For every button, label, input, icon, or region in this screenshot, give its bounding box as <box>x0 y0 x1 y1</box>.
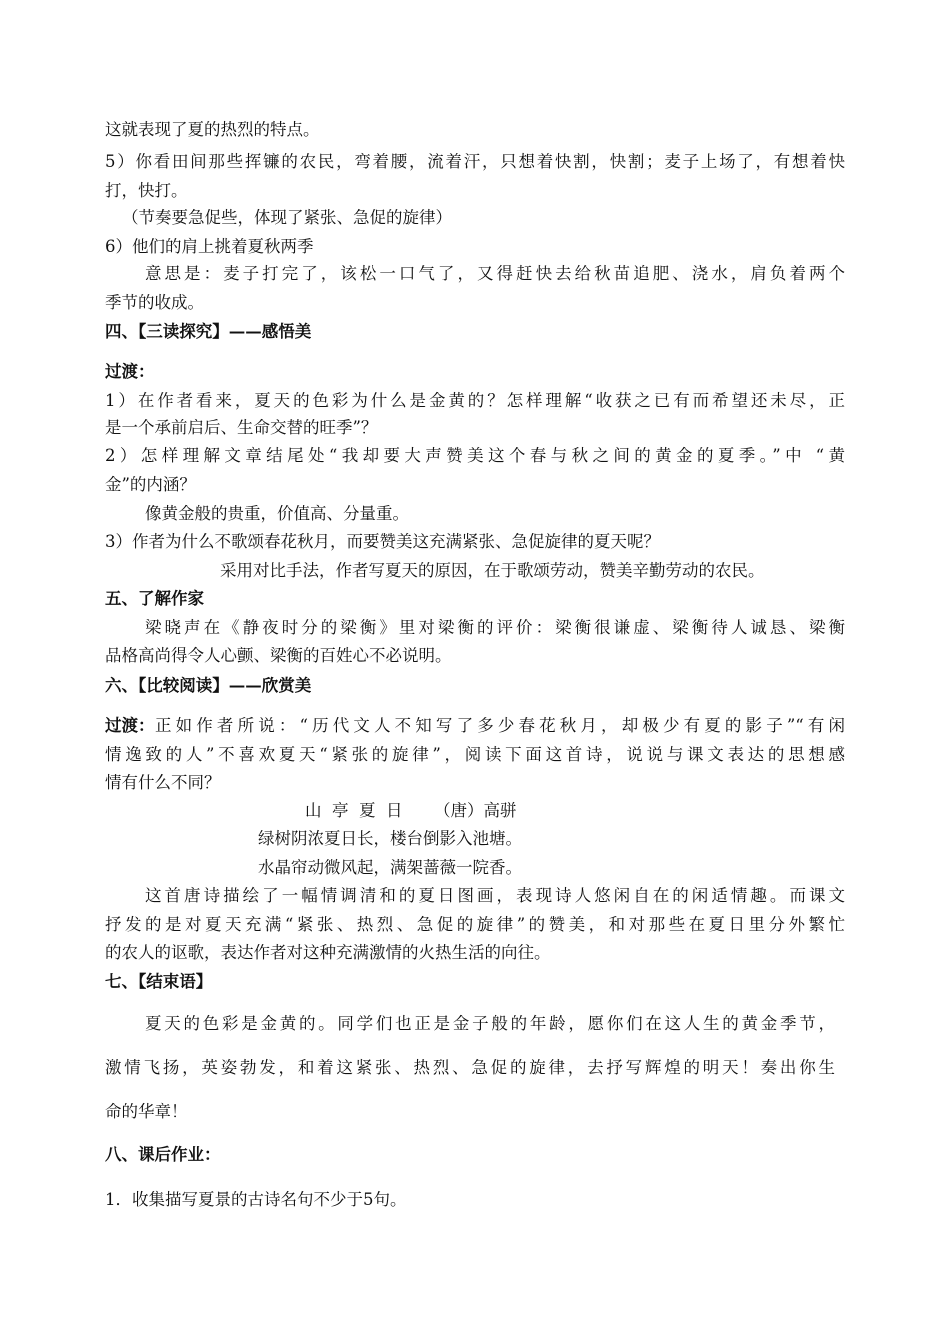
text-line: 梁晓声在《静夜时分的梁衡》里对梁衡的评价：梁衡很谦虚、梁衡待人诚恳、梁衡 <box>145 618 845 637</box>
text-line: 1．收集描写夏景的古诗名句不少于5句。 <box>105 1190 407 1209</box>
text-line: 情有什么不同？ <box>105 773 221 792</box>
transition-label: 过渡： <box>105 362 155 381</box>
text-line: 采用对比手法，作者写夏天的原因，在于歌颂劳动，赞美辛勤劳动的农民。 <box>220 561 765 580</box>
text-line: 抒发的是对夏天充满“紧张、热烈、急促的旋律”的赞美，和对那些在夏日里分外繁忙 <box>105 915 845 934</box>
text-line: 是一个承前启后、生命交替的旺季”？ <box>105 418 378 437</box>
section-heading: 七、【结束语】 <box>105 972 213 991</box>
text-line: 6）他们的肩上挑着夏秋两季 <box>105 237 314 256</box>
text-line: 的农人的讴歌，表达作者对这种充满激情的火热生活的向往。 <box>105 943 551 962</box>
section-heading: 八、课后作业： <box>105 1145 221 1164</box>
text-line: 命的华章！ <box>105 1102 188 1121</box>
transition-label: 过渡： <box>105 716 155 735</box>
poem-line: 水晶帘动微风起，满架蔷薇一院香。 <box>258 858 522 877</box>
text-line: 情逸致的人”不喜欢夏天“紧张的旋律”，阅读下面这首诗，说说与课文表达的思想感 <box>105 745 845 764</box>
text-line: 这就表现了夏的热烈的特点。 <box>105 120 320 139</box>
section-heading: 五、了解作家 <box>105 589 204 608</box>
text-line: 品格高尚得令人心颤、梁衡的百姓心不必说明。 <box>105 646 452 665</box>
text-line: 金”的内涵？ <box>105 475 196 494</box>
poem-line: 绿树阴浓夏日长，楼台倒影入池塘。 <box>258 829 522 848</box>
poem-title: 山 亭 夏 日 （唐）高骈 <box>305 801 517 820</box>
text-line: 夏天的色彩是金黄的。同学们也正是金子般的年龄，愿你们在这人生的黄金季节， <box>145 1014 835 1033</box>
text-line: 激情飞扬，英姿勃发，和着这紧张、热烈、急促的旋律，去抒写辉煌的明天！奏出你生 <box>105 1058 835 1077</box>
section-heading: 四、【三读探究】——感悟美 <box>105 322 312 341</box>
text-line: 3）作者为什么不歌颂春花秋月，而要赞美这充满紧张、急促旋律的夏天呢？ <box>105 532 660 551</box>
text-line: 季节的收成。 <box>105 293 204 312</box>
text-line: （节奏要急促些，体现了紧张、急促的旋律） <box>122 208 452 227</box>
text-line: 像黄金般的贵重，价值高、分量重。 <box>145 504 409 523</box>
section-heading: 六、【比较阅读】——欣赏美 <box>105 676 312 695</box>
text-line: 这首唐诗描绘了一幅情调清和的夏日图画，表现诗人悠闲自在的闲适情趣。而课文 <box>145 886 845 905</box>
text-line: 意思是：麦子打完了，该松一口气了，又得赶快去给秋苗追肥、浇水，肩负着两个 <box>145 264 845 283</box>
text-line: 正如作者所说：“历代文人不知写了多少春花秋月，却极少有夏的影子”“有闲 <box>155 716 845 735</box>
text-line: 1）在作者看来，夏天的色彩为什么是金黄的？怎样理解“收获之已有而希望还未尽，正 <box>105 391 845 410</box>
text-line: 打，快打。 <box>105 181 188 200</box>
text-line: 5）你看田间那些挥镰的农民，弯着腰，流着汗，只想着快割，快割；麦子上场了，有想着快 <box>105 152 845 171</box>
text-line: 2）怎样理解文章结尾处“我却要大声赞美这个春与秋之间的黄金的夏季。”中 “黄 <box>105 446 845 465</box>
